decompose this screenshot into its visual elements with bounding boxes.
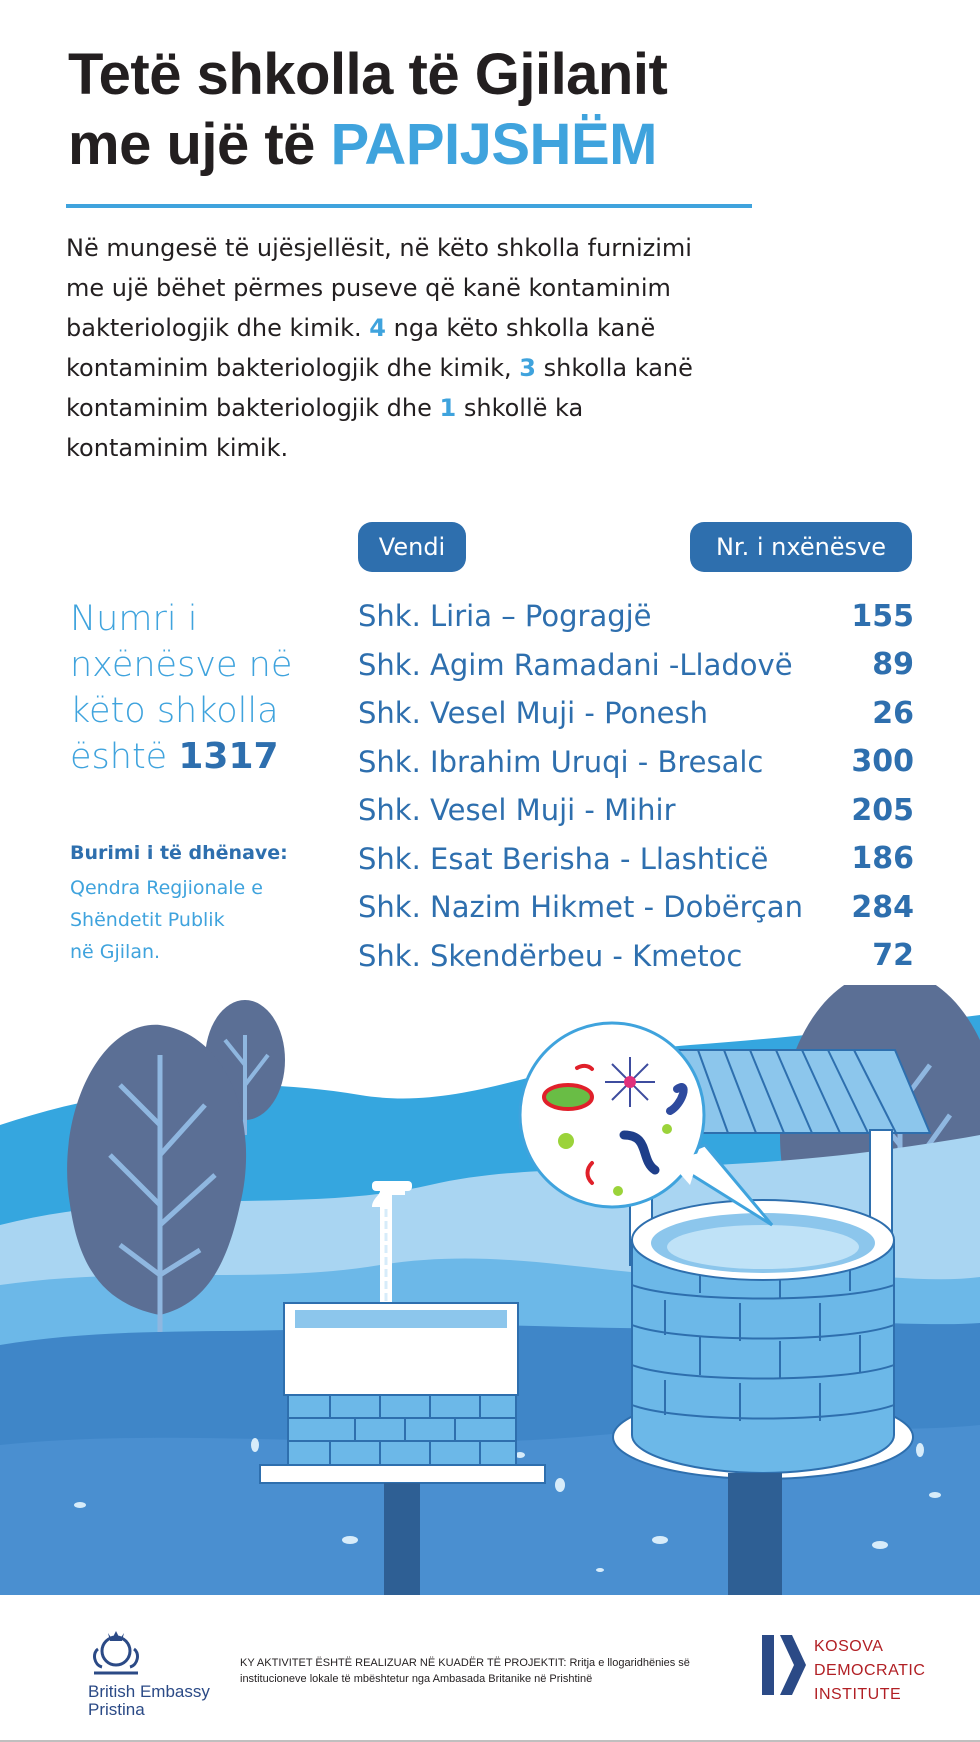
embassy-line-2: Pristina bbox=[88, 1700, 145, 1719]
project-note: KY AKTIVITET ËSHTË REALIZUAR NË KUADËR TË PROJEKTIT: Rritja e llogaridhënies së institucioneve lokale të mbështetur nga Ambasada Britanike në Prishtinë bbox=[240, 1657, 690, 1685]
source-title: Burimi i të dhënave: bbox=[70, 842, 288, 864]
school-name: Shk. Vesel Muji - Mihir bbox=[358, 793, 676, 828]
table-row bbox=[358, 592, 914, 641]
table-row bbox=[358, 883, 914, 932]
student-count: 155 bbox=[851, 598, 914, 634]
source-line-3: në Gjilan. bbox=[70, 941, 161, 963]
source-body bbox=[70, 872, 310, 968]
table-row bbox=[358, 738, 914, 787]
school-name: Shk. Agim Ramadani -Lladovë bbox=[358, 647, 793, 682]
column-header-place: Vendi bbox=[358, 522, 466, 572]
intro-part-3: shkolla kanë kontaminim bakteriologjik dhe bbox=[66, 354, 693, 422]
student-count: 186 bbox=[851, 841, 914, 877]
title-line-2 bbox=[68, 110, 828, 180]
student-count: 284 bbox=[851, 889, 914, 925]
summary-line-4 bbox=[70, 734, 320, 780]
footer bbox=[0, 1595, 980, 1742]
intro-number-2: 3 bbox=[519, 354, 536, 382]
table-row bbox=[358, 835, 914, 884]
school-name: Shk. Esat Berisha - Llashticë bbox=[358, 841, 769, 876]
embassy-name bbox=[88, 1683, 228, 1719]
source-line-1: Qendra Regjionale e bbox=[70, 877, 263, 899]
total-students-summary bbox=[70, 596, 320, 780]
title-divider bbox=[66, 204, 752, 208]
intro-number-3: 1 bbox=[439, 394, 457, 422]
student-count: 205 bbox=[851, 792, 914, 828]
summary-total: 1317 bbox=[178, 736, 279, 777]
intro-part-2: nga këto shkolla kanë kontaminim bakteriologjik dhe kimik, bbox=[66, 314, 656, 382]
student-count: 26 bbox=[872, 695, 914, 731]
source-line-2: Shëndetit Publik bbox=[70, 909, 225, 931]
school-name: Shk. Ibrahim Uruqi - Bresalc bbox=[358, 744, 764, 779]
table-row bbox=[358, 786, 914, 835]
student-count: 300 bbox=[851, 744, 914, 780]
summary-line-3: këto shkolla bbox=[70, 691, 279, 731]
schools-table bbox=[358, 592, 914, 980]
intro-paragraph bbox=[66, 228, 706, 468]
summary-line-1: Numri i bbox=[70, 599, 198, 639]
student-count: 72 bbox=[872, 938, 914, 974]
well-landscape-illustration bbox=[0, 985, 980, 1595]
school-name: Shk. Vesel Muji - Ponesh bbox=[358, 696, 708, 731]
royal-crest-icon bbox=[86, 1627, 146, 1679]
table-row bbox=[358, 641, 914, 690]
kdi-logo-icon bbox=[760, 1633, 808, 1697]
summary-line-2: nxënësve në bbox=[70, 645, 293, 685]
school-name: Shk. Skendërbeu - Kmetoc bbox=[358, 938, 743, 973]
kdi-line-3: INSTITUTE bbox=[814, 1686, 902, 1703]
intro-part-1: Në mungesë të ujësjellësit, në këto shkolla furnizimi me ujë bëhet përmes puseve që kanë kontaminim bakteriologjik dhe kimik. bbox=[66, 234, 692, 342]
title-line-1: Tetë shkolla të Gjilanit bbox=[68, 42, 668, 107]
kdi-line-2: DEMOCRATIC bbox=[814, 1662, 926, 1679]
page-title bbox=[68, 40, 828, 180]
table-row bbox=[358, 932, 914, 981]
title-accent: PAPIJSHËM bbox=[330, 112, 657, 177]
school-name: Shk. Nazim Hikmet - Dobërçan bbox=[358, 890, 803, 925]
kdi-name bbox=[814, 1635, 954, 1707]
column-header-students: Nr. i nxënësve bbox=[690, 522, 912, 572]
intro-number-1: 4 bbox=[369, 314, 386, 342]
school-name: Shk. Liria – Pogragjë bbox=[358, 599, 652, 634]
student-count: 89 bbox=[872, 647, 914, 683]
title-prefix: me ujë të bbox=[68, 112, 331, 177]
table-row bbox=[358, 689, 914, 738]
kdi-line-1: KOSOVA bbox=[814, 1638, 884, 1655]
summary-prefix: është bbox=[70, 737, 179, 777]
intro-part-4: shkollë ka kontaminim kimik. bbox=[66, 394, 584, 462]
embassy-line-1: British Embassy bbox=[88, 1682, 210, 1701]
